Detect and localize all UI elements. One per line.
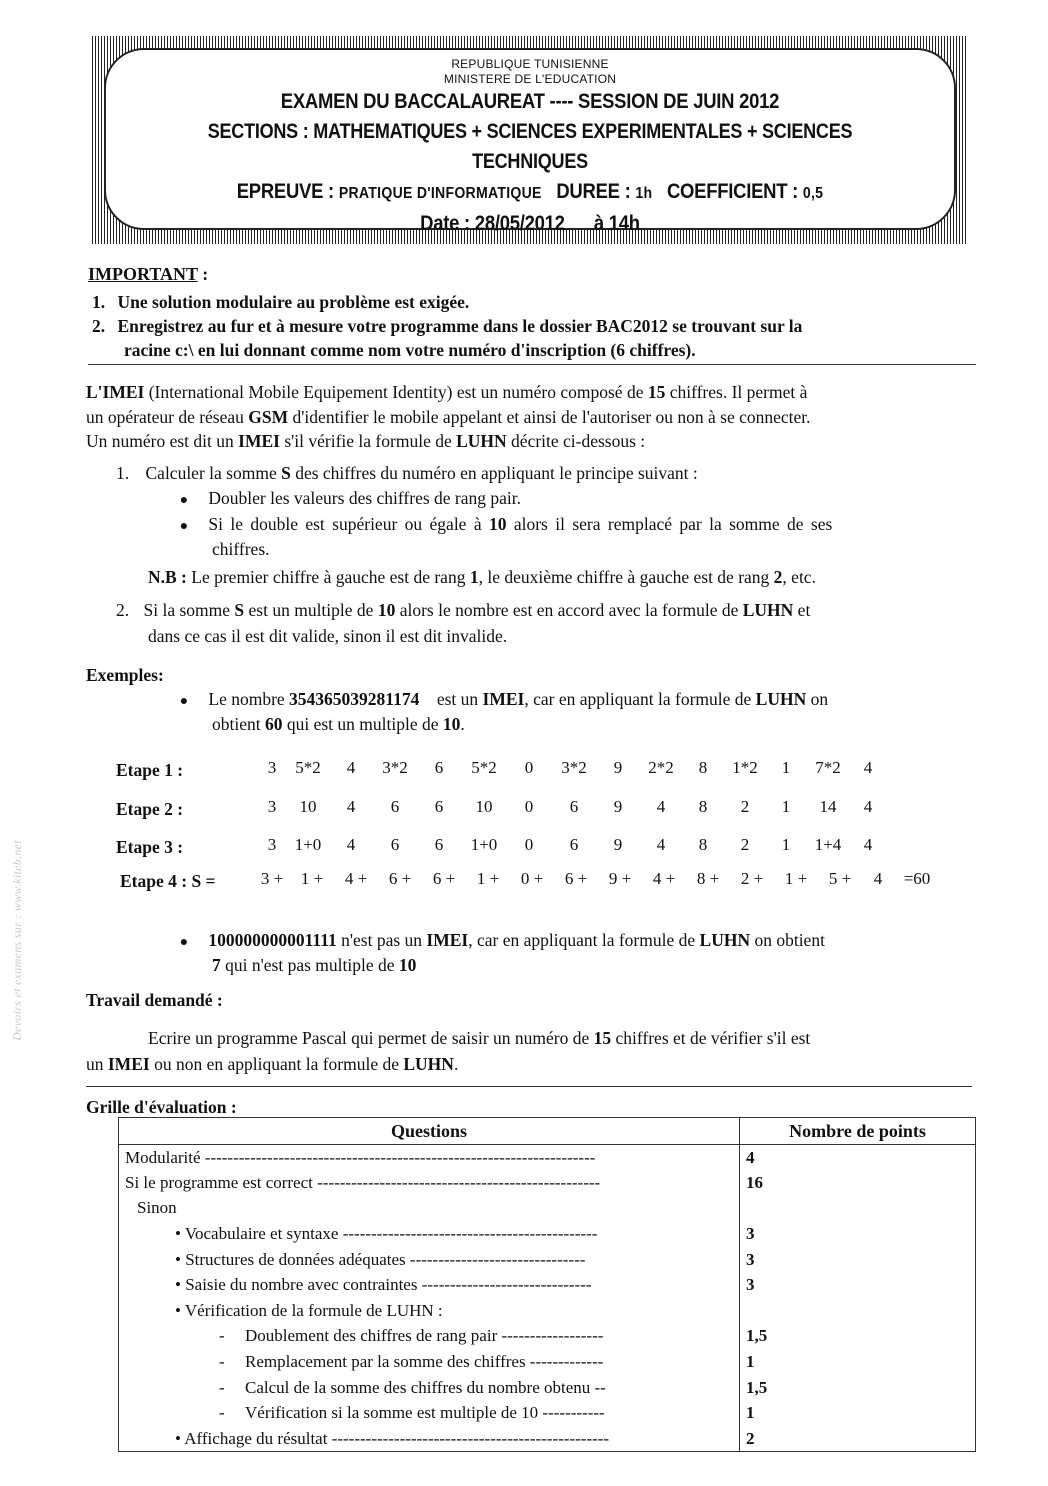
step-2-cont: dans ce cas il est dit valide, sinon il est dit invalide. bbox=[148, 626, 508, 646]
text: 15 bbox=[647, 382, 666, 402]
title-separator: ---- bbox=[549, 90, 574, 113]
task-line-2 bbox=[86, 1053, 458, 1075]
item-text: Une solution modulaire au problème est exigée. bbox=[117, 292, 470, 312]
question-cell: • Saisie du nombre avec contraintes ------------------------------ bbox=[119, 1272, 740, 1298]
cell: 10 bbox=[475, 797, 493, 816]
text: on bbox=[806, 689, 829, 709]
cell: 3 bbox=[267, 758, 277, 777]
cell: 8 + bbox=[696, 869, 720, 888]
cell: 0 bbox=[524, 758, 534, 777]
exam-title-line bbox=[157, 87, 903, 117]
cell: 6 bbox=[434, 797, 444, 816]
date-label: Date : bbox=[420, 212, 470, 235]
exam-header-box bbox=[92, 36, 968, 244]
etape-3-label: Etape 3 : bbox=[116, 837, 184, 857]
step-2 bbox=[116, 599, 810, 621]
epreuve-value: PRATIQUE D'INFORMATIQUE bbox=[338, 185, 542, 202]
cell: 3 bbox=[267, 835, 277, 854]
nb-note bbox=[148, 566, 816, 588]
cell: 1 + bbox=[300, 869, 324, 888]
bullet-icon: ● bbox=[179, 493, 189, 508]
intro-paragraph bbox=[86, 380, 976, 454]
cell: 1 bbox=[781, 758, 791, 777]
question-text: Calcul de la somme des chiffres du nombre obtenu -- bbox=[245, 1377, 606, 1397]
text: IMEI bbox=[482, 689, 525, 709]
points-cell: 3 bbox=[740, 1247, 976, 1273]
cell: 4 bbox=[656, 797, 666, 816]
cell: 1 + bbox=[784, 869, 808, 888]
text: alors il sera remplacé par la somme de ses bbox=[506, 514, 833, 534]
cell: 1+0 bbox=[470, 835, 498, 854]
text: IMEI bbox=[107, 1054, 150, 1074]
etape-4-label: Etape 4 : S = bbox=[120, 871, 216, 891]
question-cell bbox=[119, 1324, 740, 1350]
cell: 6 bbox=[434, 758, 444, 777]
table-row bbox=[119, 1247, 976, 1273]
dash-marker: - bbox=[219, 1352, 225, 1372]
bullet-icon: ● bbox=[179, 519, 189, 534]
question-cell: Modularité --------------------------------------------------------------------- bbox=[119, 1145, 740, 1171]
cell: 3*2 bbox=[382, 758, 408, 777]
cell: 4 bbox=[863, 835, 873, 854]
question-cell: Si le programme est correct -------------------------------------------------- bbox=[119, 1170, 740, 1196]
grid-header-row bbox=[119, 1118, 976, 1145]
cell: 8 bbox=[698, 758, 708, 777]
text: 10 bbox=[488, 514, 507, 534]
cell: 8 bbox=[698, 797, 708, 816]
text: IMEI bbox=[426, 930, 469, 950]
nb-label: N.B : bbox=[148, 567, 187, 587]
text: s'il vérifie la formule de bbox=[279, 431, 457, 451]
table-row bbox=[119, 1400, 976, 1426]
points-cell: 4 bbox=[740, 1145, 976, 1171]
cell: 4 bbox=[346, 758, 356, 777]
text: LUHN bbox=[755, 689, 807, 709]
example-number: 354365039281174 bbox=[289, 689, 420, 709]
text: obtient bbox=[212, 714, 265, 734]
republic-label: REPUBLIQUE TUNISIENNE bbox=[451, 57, 609, 71]
item-text: Enregistrez au fur et à mesure votre programme dans le dossier BAC2012 se trouvant sur la bbox=[117, 316, 803, 336]
cell: 2 bbox=[740, 835, 750, 854]
duree-value: 1h bbox=[635, 185, 653, 202]
etape-2-label: Etape 2 : bbox=[116, 799, 184, 819]
table-row bbox=[119, 1221, 976, 1247]
text: 2 bbox=[773, 567, 783, 587]
cell: 1 bbox=[781, 797, 791, 816]
text: est un multiple de bbox=[244, 600, 378, 620]
epreuve-label: EPREUVE : bbox=[236, 180, 334, 203]
sections-value: MATHEMATIQUES + SCIENCES EXPERIMENTALES + SCIENCES TECHNIQUES bbox=[313, 120, 853, 173]
text: Le premier chiffre à gauche est de rang bbox=[186, 567, 470, 587]
table-row bbox=[119, 1145, 976, 1171]
cell: 4 bbox=[656, 835, 666, 854]
example-2 bbox=[178, 929, 825, 954]
question-text: Remplacement par la somme des chiffres ------------- bbox=[245, 1352, 604, 1372]
cell: 3 bbox=[267, 797, 277, 816]
cell: 10 bbox=[299, 797, 317, 816]
cell: 4 bbox=[346, 797, 356, 816]
text: Le nombre bbox=[208, 689, 290, 709]
dash-marker: - bbox=[219, 1326, 225, 1346]
bullet-2-cont: chiffres. bbox=[212, 539, 270, 559]
imei-term: L'IMEI bbox=[86, 382, 145, 402]
exam-session: SESSION DE JUIN 2012 bbox=[578, 90, 780, 113]
sections-line bbox=[165, 117, 894, 177]
points-cell: 1 bbox=[740, 1349, 976, 1375]
text: 10 bbox=[398, 955, 417, 975]
cell: 4 bbox=[346, 835, 356, 854]
question-cell: • Vocabulaire et syntaxe --------------------------------------------- bbox=[119, 1221, 740, 1247]
etape-1-label: Etape 1 : bbox=[116, 760, 184, 780]
points-cell bbox=[740, 1298, 976, 1324]
table-row bbox=[119, 1349, 976, 1375]
important-heading bbox=[88, 264, 208, 285]
text: des chiffres du numéro en appliquant le principe suivant : bbox=[290, 463, 698, 483]
exam-title: EXAMEN DU BACCALAUREAT bbox=[280, 90, 545, 113]
text: et bbox=[793, 600, 811, 620]
text: , car en appliquant la formule de bbox=[524, 689, 756, 709]
cell: 0 + bbox=[520, 869, 544, 888]
text: Ecrire un programme Pascal qui permet de saisir un numéro de bbox=[148, 1028, 594, 1048]
cell: 6 + bbox=[564, 869, 588, 888]
cell: 8 bbox=[698, 835, 708, 854]
cell: 4 + bbox=[652, 869, 676, 888]
duree-label: DUREE : bbox=[556, 180, 631, 203]
example-1 bbox=[178, 688, 828, 713]
cell: 6 bbox=[390, 835, 400, 854]
text: Si la somme bbox=[143, 600, 235, 620]
text: LUHN bbox=[699, 930, 751, 950]
examples-title: Exemples: bbox=[86, 665, 164, 685]
text: chiffres. Il permet à bbox=[665, 382, 808, 402]
text: alors le nombre est en accord avec la formule de bbox=[395, 600, 743, 620]
cell: 6 + bbox=[432, 869, 456, 888]
cell: 9 bbox=[613, 758, 623, 777]
table-row bbox=[119, 1324, 976, 1350]
text: Un numéro est dit un bbox=[86, 431, 239, 451]
cell: 0 bbox=[524, 835, 534, 854]
cell: 6 + bbox=[388, 869, 412, 888]
question-cell: • Vérification de la formule de LUHN : bbox=[119, 1298, 740, 1324]
cell: 1*2 bbox=[732, 758, 758, 777]
text: on obtient bbox=[750, 930, 825, 950]
divider bbox=[86, 1086, 972, 1087]
cell: 9 bbox=[613, 797, 623, 816]
points-cell: 2 bbox=[740, 1426, 976, 1452]
cell: 4 bbox=[863, 797, 873, 816]
example-number: 100000000001111 bbox=[208, 930, 337, 950]
etape-4-values bbox=[254, 869, 940, 889]
text: est un bbox=[419, 689, 483, 709]
points-cell: 1 bbox=[740, 1400, 976, 1426]
text: GSM bbox=[248, 406, 289, 427]
table-row bbox=[119, 1375, 976, 1401]
dash-marker: - bbox=[219, 1403, 225, 1423]
cell: 7*2 bbox=[815, 758, 841, 777]
questions-header: Questions bbox=[119, 1118, 740, 1145]
text: Doubler les valeurs des chiffres de rang pair. bbox=[208, 488, 521, 508]
date-line bbox=[157, 209, 903, 239]
cell: 14 bbox=[819, 797, 837, 816]
item-number: 1. bbox=[92, 292, 106, 312]
sections-label: SECTIONS : bbox=[207, 120, 309, 143]
text: . bbox=[460, 714, 465, 734]
bullet-2 bbox=[178, 513, 832, 538]
points-cell: 3 bbox=[740, 1272, 976, 1298]
etape-3-values bbox=[260, 835, 882, 855]
question-cell bbox=[119, 1400, 740, 1426]
question-text: Vérification si la somme est multiple de 10 ----------- bbox=[245, 1403, 605, 1423]
cell: 9 + bbox=[608, 869, 632, 888]
text: , le deuxième chiffre à gauche est de rang bbox=[478, 567, 774, 587]
text: S bbox=[234, 600, 245, 620]
question-cell bbox=[119, 1349, 740, 1375]
text: S bbox=[281, 463, 291, 483]
cell: 5*2 bbox=[295, 758, 321, 777]
sum-result: =60 bbox=[903, 869, 931, 888]
ministry-label: MINISTERE DE L'EDUCATION bbox=[443, 72, 617, 86]
bullet-icon: ● bbox=[179, 694, 189, 709]
coefficient-label: COEFFICIENT : bbox=[666, 180, 799, 203]
divider bbox=[88, 364, 976, 365]
etape-2-values bbox=[260, 797, 882, 817]
cell: 1 bbox=[781, 835, 791, 854]
table-row bbox=[119, 1170, 976, 1196]
item-number: 2. bbox=[92, 316, 106, 336]
bullet-1 bbox=[178, 487, 521, 512]
text: Calculer la somme bbox=[145, 463, 282, 483]
text: ou non en appliquant la formule de bbox=[149, 1054, 404, 1074]
text: LUHN bbox=[403, 1054, 454, 1074]
bullet-icon: ● bbox=[179, 935, 189, 950]
dash-marker: - bbox=[219, 1377, 225, 1397]
cell: 6 bbox=[434, 835, 444, 854]
cell: 5 + bbox=[828, 869, 852, 888]
task-line-1 bbox=[148, 1027, 810, 1049]
epreuve-line bbox=[157, 177, 903, 209]
text: LUHN bbox=[456, 431, 507, 451]
text: un opérateur de réseau bbox=[86, 406, 249, 427]
points-cell bbox=[740, 1196, 976, 1222]
text: . bbox=[453, 1054, 459, 1074]
cell: 1 + bbox=[476, 869, 500, 888]
text: 15 bbox=[593, 1028, 612, 1048]
text: Si le double est supérieur ou égale à bbox=[208, 514, 489, 534]
example-2-cont bbox=[212, 954, 416, 976]
text: 10 bbox=[442, 714, 461, 734]
text: chiffres et de vérifier s'il est bbox=[611, 1028, 811, 1048]
text: n'est pas un bbox=[336, 930, 427, 950]
text: , etc. bbox=[782, 567, 816, 587]
important-item-2-cont: racine c:\ en lui donnant comme nom votre numéro d'inscription (6 chiffres). bbox=[124, 340, 696, 360]
important-colon: : bbox=[197, 264, 209, 284]
grid-title: Grille d'évaluation : bbox=[86, 1097, 237, 1117]
text: , car en appliquant la formule de bbox=[468, 930, 700, 950]
cell: 4 bbox=[863, 758, 873, 777]
text: qui n'est pas multiple de bbox=[220, 955, 399, 975]
cell: 4 + bbox=[344, 869, 368, 888]
step-number: 1. bbox=[116, 463, 130, 483]
text: qui est un multiple de bbox=[282, 714, 443, 734]
vertical-watermark bbox=[4, 700, 30, 1180]
cell: 2 bbox=[740, 797, 750, 816]
cell: 6 bbox=[390, 797, 400, 816]
step-number: 2. bbox=[116, 600, 130, 620]
question-cell bbox=[119, 1375, 740, 1401]
example-1-cont bbox=[212, 713, 465, 735]
text: IMEI bbox=[238, 431, 280, 451]
text: 1 bbox=[469, 567, 479, 587]
date-value: 28/05/2012 bbox=[474, 212, 565, 235]
step-1 bbox=[116, 462, 698, 484]
task-title: Travail demandé : bbox=[86, 990, 223, 1010]
important-item-1 bbox=[92, 290, 469, 314]
evaluation-grid bbox=[118, 1117, 976, 1452]
text: (International Mobile Equipement Identity) est un numéro composé de bbox=[144, 382, 648, 402]
question-cell: Sinon bbox=[119, 1196, 740, 1222]
cell: 9 bbox=[613, 835, 623, 854]
question-cell: • Affichage du résultat ------------------------------------------------- bbox=[119, 1426, 740, 1452]
exam-header-inner bbox=[104, 48, 956, 235]
text: un bbox=[86, 1054, 108, 1074]
text: d'identifier le mobile appelant et ainsi de l'autoriser ou non à se connecter. bbox=[288, 406, 811, 427]
text: 10 bbox=[377, 600, 396, 620]
etape-1-values bbox=[260, 758, 882, 778]
text: 60 bbox=[264, 714, 283, 734]
points-cell: 1,5 bbox=[740, 1324, 976, 1350]
cell: 0 bbox=[524, 797, 534, 816]
cell: 5*2 bbox=[471, 758, 497, 777]
points-cell: 3 bbox=[740, 1221, 976, 1247]
watermark-text: Devoirs et examens sur : www.kiteb.net bbox=[9, 839, 24, 1041]
exam-time: à 14h bbox=[593, 212, 640, 235]
table-row bbox=[119, 1298, 976, 1324]
text: décrite ci-dessous : bbox=[506, 431, 646, 451]
important-title: IMPORTANT bbox=[88, 264, 198, 284]
question-cell: • Structures de données adéquates ------------------------------- bbox=[119, 1247, 740, 1273]
table-row bbox=[119, 1196, 976, 1222]
question-text: Doublement des chiffres de rang pair ------------------ bbox=[245, 1326, 604, 1346]
important-item-2 bbox=[92, 314, 802, 338]
cell: 3*2 bbox=[561, 758, 587, 777]
text: LUHN bbox=[742, 600, 794, 620]
points-header: Nombre de points bbox=[740, 1118, 976, 1145]
table-row bbox=[119, 1272, 976, 1298]
cell: 1+0 bbox=[294, 835, 322, 854]
text: 7 bbox=[212, 955, 221, 975]
cell: 2 + bbox=[740, 869, 764, 888]
cell: 6 bbox=[569, 797, 579, 816]
points-cell: 1,5 bbox=[740, 1375, 976, 1401]
cell: 3 + bbox=[260, 869, 284, 888]
cell: 1+4 bbox=[814, 835, 842, 854]
points-cell: 16 bbox=[740, 1170, 976, 1196]
cell: 4 bbox=[873, 869, 883, 888]
coefficient-value: 0,5 bbox=[802, 185, 824, 202]
cell: 6 bbox=[569, 835, 579, 854]
table-row bbox=[119, 1426, 976, 1452]
cell: 2*2 bbox=[648, 758, 674, 777]
